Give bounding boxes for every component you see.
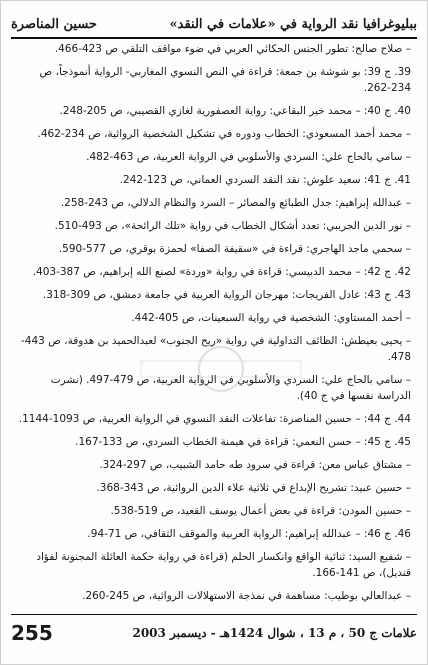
running-footer <box>11 620 417 646</box>
bibliography-entry: – حسين المودن: قراءة في بعض أعمال يوسف القعيد، ص 519-538. <box>110 505 411 517</box>
bibliography-entry: – عبدالعالي بوطيب: مساهمة في نمذجة الاستهلالات الروائية، ص 245-260. <box>82 590 411 602</box>
bibliography-entry: – مشتاق عباس معن: قراءة في سرود طه حامد الشبيب، ص 297-324. <box>99 459 411 471</box>
bibliography-entry: – عبدالله إبراهيم: جدل الطبائع والمصائر – السرد والنظام الدلالي، ص 243-258. <box>60 197 411 209</box>
bibliography-entry: – سحمي ماجد الهاجري: قراءة في «سقيفة الصفا» لحمزة بوقري، ص 577-590. <box>58 243 411 255</box>
bibliography-entry: 40. ج 40: – محمد خير البقاعي: رواية العصفورية لغازي القصيبي، ص 205-248. <box>59 105 411 117</box>
bibliography-entry: – صلاح صالح: تطور الجنس الحكائي العربي في ضوء مواقف التلقي ص 423-466. <box>54 43 411 55</box>
bibliography-entry: 42. ج 42: – محمد الدبيسي: قراءة في رواية «وردة» لصنع الله إبراهيم، ص 387-403. <box>32 266 411 278</box>
bibliography-entry: 39. ج 39: بو شوشة بن جمعة: قراءة في النص النسوي المغاربي- الرواية أنموذجاً، ص 234-262. <box>39 66 411 94</box>
running-header <box>11 13 417 35</box>
page-number: 255 <box>11 621 53 645</box>
bibliography-entry: – سامي بالحاج علي: السردي والأسلوبي في الرواية العربية، ص 479-497. (نشرت الدراسة نفسها في ج 40). <box>50 374 411 402</box>
header-title: ببليوغرافيا نقد الرواية في «علامات في النقد» <box>169 16 417 32</box>
bibliography-entry: 41. ج 41: سعيد علوش: نقد النقد السردي العماني، ص 123-242. <box>119 174 411 186</box>
bibliography-entry: 46. ج 46: – عبدالله إبراهيم: الرواية العربية والموقف الثقافي، ص 71-94. <box>87 528 411 540</box>
bibliography-entry: 45. ج 45: – حسن النعمي: قراءة في هيمنة الخطاب السردي، ص 133-167. <box>75 436 411 448</box>
bibliography-entry: – سامي بالحاج علي: السردي والأسلوبي في الرواية العربية، ص 463-482. <box>86 151 411 163</box>
bibliography-entry: – حسين عبيد: تشريح الإبداع في ثلاثية علاء الدين الروائية، ص 343-368. <box>96 482 411 494</box>
footer-issue-info: علامات ج 50 ، م 13 ، شوال 1424هـ - ديسمبر 2003 <box>132 626 417 640</box>
bibliography-entry: – نور الدين الجريبي: تعدد أشكال الخطاب في رواية «تلك الرائحة»، ص 493-510. <box>54 220 411 232</box>
bibliography-entry: – أحمد المستاوي: الشخصية في رواية السبعينات، ص 405-442. <box>131 312 411 324</box>
bibliography-entry: 44. ج 44: – حسين المناصرة: تفاعلات النقد النسوي في الرواية العربية، ص 1093-1144. <box>18 413 411 425</box>
header-rule <box>11 37 417 39</box>
header-author: حسين المناصرة <box>11 16 97 32</box>
bibliography-entry: – محمد أحمد المسعودي: الخطاب ودوره في تشكيل الشخصية الروائية، ص 234-462. <box>37 128 411 140</box>
bibliography-list <box>15 41 411 611</box>
bibliography-entry: – يحيى بعيطش: الظائف التداولية في رواية «ريح الجنوب» لعبدالحميد بن هدوقة، ص 443-478. <box>20 335 411 363</box>
bibliography-entry: 43. ج 43: عادل الفريجات: مهرجان الرواية العربية في جامعة دمشق، ص 309-318. <box>42 289 411 301</box>
footer-rule <box>11 614 417 615</box>
bibliography-entry: – شفيع السيد: ثنائية الواقع وانكسار الحلم (قراءة في رواية حكمة العائلة المجنونة لفؤاد قنديل)، ص 141-166. <box>36 551 411 579</box>
